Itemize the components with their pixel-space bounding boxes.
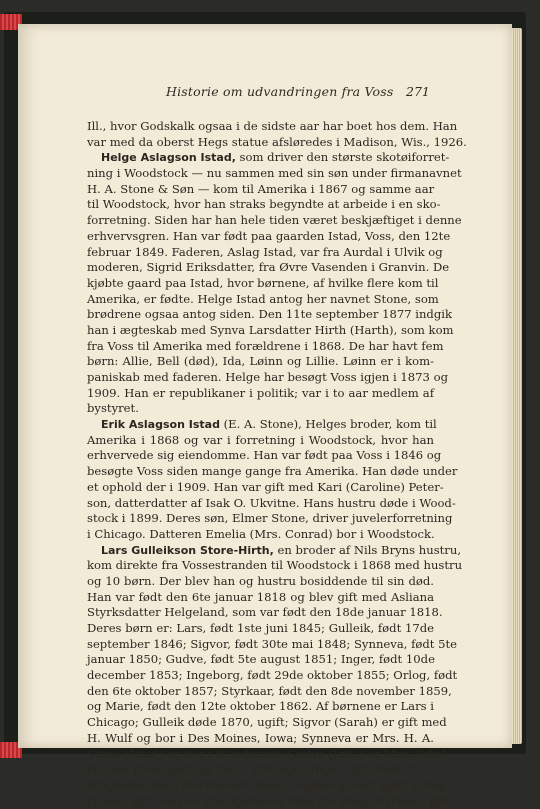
- text-line: [87, 668, 458, 684]
- line-text: børn: Allie, Bell (død), Ida, Løinn og Lillie. Løinn er i kom-: [87, 354, 434, 369]
- line-text: han i ægteskab med Synva Larsdatter Hirth (Harth), som kom: [87, 322, 454, 337]
- line-text: var med da oberst Hegs statue afsløredes i Madison, Wis., 1926.: [87, 134, 467, 149]
- text-line: [87, 433, 434, 449]
- text-line: [87, 370, 449, 386]
- line-text: i Chicago. Datteren Emelia (Mrs. Conrad) bor i Woodstock.: [87, 526, 435, 541]
- line-text: forretning. Siden har han hele tiden været beskjæftiget i denne: [87, 213, 462, 228]
- text-line: [87, 228, 451, 245]
- text-line: [87, 652, 434, 668]
- text-line: [87, 574, 434, 590]
- book-page: [18, 24, 512, 808]
- entry-name: Lars Gulleikson Store-Hirth,: [101, 543, 274, 557]
- text-line: [87, 777, 447, 794]
- line-text: H. Lee (Evanger) og bor i Chicago; Inger, gift med T. L.: [87, 762, 434, 777]
- text-line: [87, 621, 434, 637]
- text-line: [87, 197, 441, 213]
- text-line: [87, 511, 453, 527]
- text-line: [87, 275, 439, 292]
- line-text: erhvervede sig eiendomme. Han var født paa Voss i 1846 og: [87, 448, 442, 463]
- text-line: [87, 338, 444, 355]
- line-text: til Woodstock, hvor han straks begyndte at arbeide i en sko-: [87, 197, 441, 212]
- text-line: [87, 731, 434, 747]
- text-line: [87, 495, 456, 512]
- text-line: [87, 166, 462, 182]
- text-line: [87, 527, 434, 543]
- text-line: [87, 150, 450, 166]
- line-text: Ill., hvor Godskalk ogsaa i de sidste aar har boet hos dem. Han: [87, 119, 458, 133]
- line-text: en broder af Nils Bryns hustru,: [273, 542, 461, 557]
- text-line: [87, 746, 447, 763]
- line-text: 1909. Han er republikaner i politik; var i to aar medlem af: [87, 385, 434, 400]
- text-line: [87, 542, 461, 559]
- text-line: [87, 636, 458, 653]
- text-line: [87, 605, 443, 621]
- entry-name: Erik Aslagson Istad: [101, 418, 220, 432]
- line-text: kom direkte fra Vossestranden til Woodstock i 1868 med hustru: [87, 558, 463, 573]
- line-text: paniskab med faderen. Helge har besøgt Voss igjen i 1873 og: [87, 370, 449, 384]
- line-text: stock i 1899. Deres søn, Elmer Stone, driver juvelerforretning: [87, 511, 453, 526]
- text-line: [87, 479, 444, 496]
- line-text: brødrene ogsaa antog siden. Den 11te september 1877 indgik: [87, 307, 453, 322]
- text-line: [87, 699, 434, 715]
- line-text: januar 1850; Gudve, født 5te august 1851; Inger, født 10de: [87, 652, 435, 667]
- line-text: Amerika i 1868 og var i forretning i Woodstock, hvor han: [87, 432, 434, 447]
- text-line: [87, 182, 434, 198]
- line-text: son, datterdatter af Isak O. Ukvitne. Hans hustru døde i Wood-: [87, 495, 456, 510]
- line-text: H. A. Stone & Søn — kom til Amerika i 1867 og samme aar: [87, 181, 435, 196]
- text-line: [87, 558, 463, 574]
- text-line: [87, 448, 442, 464]
- line-text: og Marie, født den 12te oktober 1862. Af børnene er Lars i: [87, 699, 434, 714]
- text-line: [87, 291, 439, 308]
- line-text: erhvervsgren. Han var født paa gaarden Istad, Voss, den 12te: [87, 228, 451, 243]
- line-text: december 1853; Ingeborg, født 29de oktober 1855; Orlog, født: [87, 668, 458, 683]
- text-line: [87, 119, 458, 135]
- text-line: [87, 715, 447, 731]
- text-line: [87, 244, 443, 261]
- text-line: [87, 464, 458, 480]
- line-text: den 6te oktober 1857; Styrkaar, født den 8de november 1859,: [87, 683, 452, 698]
- line-text: et ophold der i 1909. Han var gift med Kari (Caroline) Peter-: [87, 479, 444, 494]
- text-line: [87, 307, 453, 323]
- line-text: Ringheim, bor i Northwood, Iowa; Ingeborg, død ugift; Orlog: [87, 777, 447, 792]
- text-line: [87, 793, 450, 809]
- line-text: (E. A. Stone), Helges broder, kom til: [219, 417, 437, 432]
- entry-name: Helge Aslagson Istad,: [101, 151, 236, 165]
- text-line: [87, 354, 434, 370]
- line-text: fra Voss til Amerika med forældrene i 1868. De har havt fem: [87, 338, 444, 353]
- line-text: Han var født den 6te januar 1818 og blev gift med Asliana: [87, 589, 434, 604]
- line-text: (Lena), gift med en Thorbjørnson, ikke fra Voss; Styrkaar, gift: [87, 793, 450, 808]
- line-text: Styrksdatter Helgeland, som var født den 18de januar 1818.: [87, 605, 443, 620]
- page-header: [18, 84, 512, 104]
- text-line: [87, 386, 434, 402]
- line-text: moderen, Sigrid Eriksdatter, fra Øvre Vasenden i Granvin. De: [87, 260, 450, 275]
- text-line: [87, 590, 434, 606]
- line-text: som driver den største skotøiforret-: [235, 150, 450, 165]
- line-text: Amerika, er fødte. Helge Istad antog her navnet Stone, som: [87, 291, 439, 306]
- text-line: [87, 134, 467, 151]
- text-line: [87, 322, 454, 339]
- text-line: [87, 213, 462, 229]
- line-text: ning i Woodstock — nu sammen med sin søn under firmanavnet: [87, 166, 462, 181]
- line-text: og 10 børn. Der blev han og hustru bosiddende til sin død.: [87, 573, 434, 588]
- text-line: [87, 260, 450, 276]
- line-text: kjøbte gaard paa Istad, hvor børnene, af hvilke flere kom til: [87, 275, 439, 290]
- line-text: bystyret.: [87, 401, 139, 416]
- line-text: Chicago; Gulleik døde 1870, ugift; Sigvor (Sarah) er gift med: [87, 715, 447, 730]
- line-text: Stone (Istad) og bor i Woodstock; Gudve (Julia) er Mrs. Askel: [87, 746, 447, 761]
- text-line: [87, 401, 434, 417]
- page-number: 271: [406, 84, 430, 99]
- line-text: besøgte Voss siden mange gange fra Amerika. Han døde under: [87, 464, 458, 479]
- running-title: Historie om udvandringen fra Voss: [166, 84, 394, 99]
- text-line: [87, 417, 437, 433]
- body-text: [87, 119, 467, 809]
- line-text: september 1846; Sigvor, født 30te mai 1848; Synneva, født 5te: [87, 636, 458, 651]
- line-text: Deres børn er: Lars, født 1ste juni 1845; Gulleik, født 17de: [87, 621, 434, 635]
- line-text: H. Wulf og bor i Des Moines, Iowa; Synneva er Mrs. H. A.: [87, 730, 434, 745]
- line-text: februar 1849. Faderen, Aslag Istad, var fra Aurdal i Ulvik og: [87, 244, 443, 259]
- text-line: [87, 683, 452, 700]
- text-line: [87, 762, 434, 778]
